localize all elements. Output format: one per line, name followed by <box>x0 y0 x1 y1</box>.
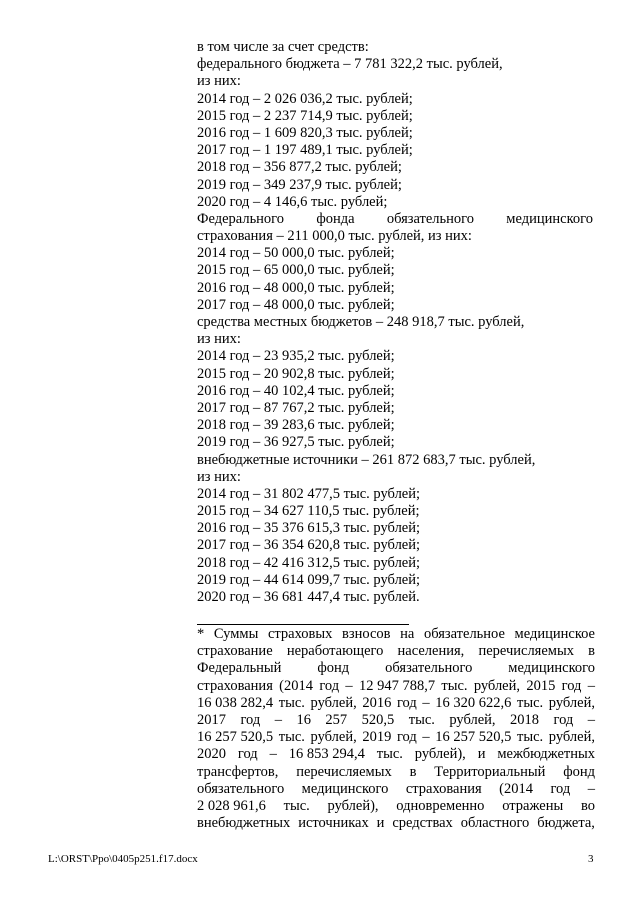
word: тыс. <box>278 694 305 711</box>
word: 520,5 <box>361 711 395 728</box>
footnote-separator <box>197 624 409 625</box>
word: медицинского <box>301 780 389 797</box>
word: рублей, <box>473 677 521 694</box>
word: Суммы <box>213 626 259 642</box>
word: тыс. <box>517 694 544 711</box>
word: обязательного <box>386 210 475 227</box>
text-line: 2015 год – 2 237 714,9 тыс. рублей; <box>197 107 413 124</box>
word: год <box>553 711 574 728</box>
word: 16 <box>296 711 311 728</box>
word: медицинского <box>506 210 593 227</box>
word: одновременно <box>396 797 485 814</box>
text-line: 2015 год – 65 000,0 тыс. рублей; <box>197 262 395 279</box>
word: 12 947 788,7 <box>358 677 436 694</box>
text-line: 2020 год – 4 146,6 тыс. рублей; <box>197 193 388 210</box>
footnote-line <box>197 764 595 781</box>
text-line: 2018 год – 39 283,6 тыс. рублей; <box>197 417 395 434</box>
word: 16 320 622,6 <box>435 694 512 711</box>
word: фонд <box>563 763 595 780</box>
word: тыс. <box>517 729 544 746</box>
word: тыс. <box>283 797 310 814</box>
text-line: 2016 год – 40 102,4 тыс. рублей; <box>197 382 395 399</box>
word: 257 <box>325 711 348 728</box>
text-line: 2015 год – 34 627 110,5 тыс. рублей; <box>197 503 420 520</box>
text-line: 2017 год – 48 000,0 тыс. рублей; <box>197 296 395 313</box>
text-line: из них: <box>197 73 241 90</box>
footnote-line <box>197 746 595 763</box>
footnote-line <box>197 678 595 695</box>
text-line: 2014 год – 23 935,2 тыс. рублей; <box>197 348 395 365</box>
footnote-line <box>197 643 595 660</box>
word: 2016 <box>362 694 392 711</box>
text-line: 2014 год – 31 802 477,5 тыс. рублей; <box>197 485 421 502</box>
word: страхование <box>197 643 273 660</box>
text-line: федерального бюджета – 7 781 322,2 тыс. рублей, <box>197 56 503 73</box>
word: рублей), <box>327 797 379 814</box>
word: – <box>269 746 277 763</box>
text-line: 2017 год – 87 767,2 тыс. рублей; <box>197 399 395 416</box>
word: (2014 <box>279 677 314 694</box>
word: фонд <box>317 660 350 677</box>
text-line: 2018 год – 42 416 312,5 тыс. рублей; <box>197 554 421 571</box>
file-path: L:\ORST\Ppo\0405p251.f17.docx <box>48 853 198 865</box>
word: и <box>376 815 385 832</box>
word: тыс. <box>376 746 403 763</box>
word: Территориальный <box>434 763 546 780</box>
word: – <box>422 694 430 711</box>
text-line: из них: <box>197 331 241 348</box>
word: – <box>587 780 595 797</box>
word: – <box>345 677 353 694</box>
text-line: 2015 год – 20 902,8 тыс. рублей; <box>197 365 395 382</box>
word: рублей, <box>548 694 595 711</box>
word: обязательное <box>423 626 505 642</box>
text-line: 2016 год – 1 609 820,3 тыс. рублей; <box>197 124 413 141</box>
word: медицинского <box>508 660 595 677</box>
text-line: 2014 год – 2 026 036,2 тыс. рублей; <box>197 90 413 107</box>
text-line: 2020 год – 36 681 447,4 тыс. рублей. <box>197 589 420 605</box>
footnote-line <box>197 626 595 643</box>
word: областного <box>460 815 530 832</box>
word: год <box>550 780 571 797</box>
word: 16 257 520,5 <box>435 729 512 746</box>
text-line: 2019 год – 44 614 099,7 тыс. рублей; <box>197 571 421 588</box>
word: 2017 <box>197 711 226 728</box>
word: 2 028 961,6 <box>197 797 266 814</box>
word: неработающего <box>286 643 384 660</box>
word: рублей, <box>548 729 595 746</box>
text-line: из них: <box>197 468 241 485</box>
word: страхования <box>405 780 482 797</box>
word: год <box>319 677 340 694</box>
word: – <box>587 711 595 728</box>
word: страхования <box>197 677 273 694</box>
word: фонда <box>316 210 355 227</box>
text-line: 2014 год – 50 000,0 тыс. рублей; <box>197 245 395 262</box>
word: Федерального <box>197 210 285 227</box>
text-line: 2016 год – 35 376 615,3 тыс. рублей; <box>197 520 421 537</box>
footnote-line <box>197 712 595 729</box>
word: год <box>237 746 258 763</box>
text-line: 2017 год – 1 197 489,1 тыс. рублей; <box>197 142 413 159</box>
footnote-line <box>197 660 595 677</box>
word: рублей, <box>310 729 357 746</box>
word: – <box>274 711 282 728</box>
footnote-line <box>197 798 595 815</box>
word: в <box>409 763 417 780</box>
word: перечисляемых <box>296 763 392 780</box>
text-line: 2019 год – 349 237,9 тыс. рублей; <box>197 176 402 193</box>
word: обязательного <box>385 660 473 677</box>
word: источниках <box>298 815 369 832</box>
text-line: 2018 год – 356 877,2 тыс. рублей; <box>197 159 402 176</box>
footnote <box>197 626 595 832</box>
text-line: внебюджетные источники – 261 872 683,7 тыс. рублей, <box>197 451 536 468</box>
footnote-line <box>197 729 595 746</box>
text-line: страхования – 211 000,0 тыс. рублей, из них: <box>197 228 472 245</box>
text-line: 2019 год – 36 927,5 тыс. рублей; <box>197 434 395 451</box>
word: 2019 <box>362 729 392 746</box>
footnote-line <box>197 815 595 832</box>
word: медицинское <box>514 626 595 642</box>
word: (2014 <box>499 780 533 797</box>
word: рублей, <box>310 694 357 711</box>
word: – <box>587 677 595 694</box>
word: во <box>580 797 595 814</box>
funding-text <box>197 39 593 606</box>
word: Федеральный <box>197 660 282 677</box>
word: взносов <box>342 626 391 642</box>
word: обязательного <box>197 780 285 797</box>
word: на <box>400 626 415 642</box>
footnote-line <box>197 781 595 798</box>
word: 2015 <box>526 677 556 694</box>
word: тыс. <box>278 729 305 746</box>
text-line: 2017 год – 36 354 620,8 тыс. рублей; <box>197 537 421 554</box>
word: рублей), <box>414 746 466 763</box>
word: 2020 <box>197 746 226 763</box>
page-number: 3 <box>588 853 594 865</box>
word: межбюджетных <box>497 746 595 763</box>
word: тыс. <box>408 711 435 728</box>
word: год <box>561 677 582 694</box>
word: отражены <box>502 797 564 814</box>
text-line: в том числе за счет средств: <box>197 39 369 55</box>
text-line: 2016 год – 48 000,0 тыс. рублей; <box>197 279 395 296</box>
word: 2018 <box>510 711 540 728</box>
word: в <box>588 643 595 660</box>
word: 16 853 294,4 <box>288 746 365 763</box>
word: страховых <box>267 626 333 642</box>
word: 16 038 282,4 <box>197 694 274 711</box>
text-line: средства местных бюджетов – 248 918,7 тыс. рублей, <box>197 314 525 330</box>
word: и <box>477 746 486 763</box>
fund-heading-line <box>197 211 593 228</box>
word: 16 257 520,5 <box>197 729 274 746</box>
word: внебюджетных <box>197 815 291 832</box>
word: средствах <box>392 815 453 832</box>
word: трансфертов, <box>197 763 279 780</box>
word: год <box>396 694 417 711</box>
word: тыс. <box>441 677 468 694</box>
word: бюджета, <box>537 815 595 832</box>
footnote-line <box>197 695 595 712</box>
word: рублей, <box>449 711 496 728</box>
word: перечисляемых <box>478 643 574 660</box>
word: населения, <box>397 643 465 660</box>
word: * <box>197 626 205 642</box>
word: год <box>396 729 417 746</box>
word: – <box>422 729 430 746</box>
word: год <box>240 711 261 728</box>
